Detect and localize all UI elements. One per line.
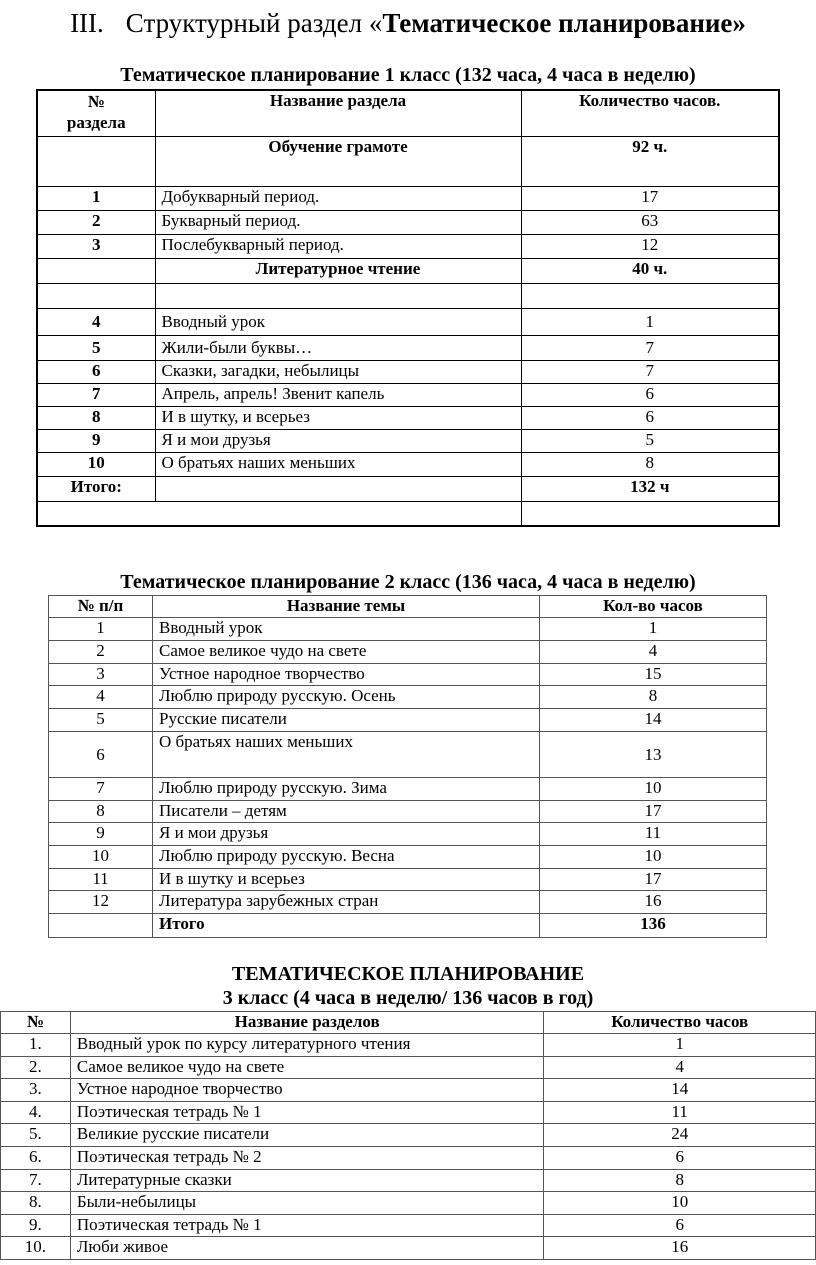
table-row [49,869,767,891]
row-num: 6 [49,732,153,778]
row-num: 4. [1,1102,71,1124]
table-row [37,234,779,258]
row-name: Устное народное творчество [153,664,540,686]
table1-cell-empty [155,476,521,501]
row-name: Апрель, апрель! Звенит капель [155,383,521,406]
table-row [1,1215,816,1237]
table-row [1,1102,816,1124]
row-num: 12 [49,891,153,914]
row-num: 8 [37,406,155,429]
row-num: 1 [37,186,155,210]
table-row [49,846,767,869]
row-hours: 6 [521,406,779,429]
table1-total-row [37,476,779,501]
table-row [37,335,779,360]
section-title [0,8,816,39]
row-name: И в шутку и всерьез [153,869,540,891]
row-name: Литературные сказки [70,1170,544,1192]
table1-cell-empty [37,136,155,186]
table1-group-row [37,258,779,283]
row-name: Поэтическая тетрадь № 1 [70,1102,544,1124]
row-num: 2 [49,641,153,664]
table2-total-row [49,914,767,938]
table-row [37,210,779,234]
table-row [1,1079,816,1102]
row-name: Послебукварный период. [155,234,521,258]
row-hours: 14 [544,1079,816,1102]
table-row [37,406,779,429]
table-row [37,360,779,383]
total-label: Итого [153,914,540,938]
table2-header-name: Название темы [153,596,540,618]
table-row [49,801,767,823]
row-name: Добукварный период. [155,186,521,210]
table-row [37,452,779,476]
row-name: О братьях наших меньших [155,452,521,476]
row-num: 3 [37,234,155,258]
row-num: 8. [1,1192,71,1215]
table1-header-row [37,90,779,136]
row-num: 11 [49,869,153,891]
row-name: Сказки, загадки, небылицы [155,360,521,383]
table-row [1,1147,816,1170]
table2-header-row [49,596,767,618]
row-name: Я и мои друзья [153,823,540,846]
table1-group-hours: 40 ч. [521,258,779,283]
section-numeral: III. [70,8,104,38]
row-num: 4 [49,686,153,709]
table-row [49,709,767,732]
row-name: Вводный урок [153,618,540,641]
row-name: Вводный урок [155,308,521,335]
table1-cell-empty [37,258,155,283]
row-name: Литература зарубежных стран [153,891,540,914]
row-hours: 6 [544,1215,816,1237]
row-name: И в шутку, и всерьез [155,406,521,429]
row-hours: 15 [540,664,767,686]
row-num: 1 [49,618,153,641]
row-hours: 17 [540,869,767,891]
table1-empty-row [37,501,779,526]
section-prefix: Структурный раздел « [125,8,383,38]
row-num: 9 [49,823,153,846]
table-row [37,383,779,406]
row-hours: 13 [540,732,767,778]
total-hours: 132 ч [521,476,779,501]
table1-cell-empty [37,283,155,308]
table3-header-num: № [1,1012,71,1034]
table-row [1,1170,816,1192]
table1-group-hours: 92 ч. [521,136,779,186]
table3-caption-line2: 3 класс (4 часа в неделю/ 136 часов в год) [222,987,594,1009]
row-hours: 12 [521,234,779,258]
row-hours: 7 [521,335,779,360]
table-row [49,732,767,778]
table-row [37,308,779,335]
row-num: 3 [49,664,153,686]
table2-header-num: № п/п [49,596,153,618]
row-hours: 10 [540,778,767,801]
row-hours: 14 [540,709,767,732]
row-name: Люблю природу русскую. Осень [153,686,540,709]
row-num: 8 [49,801,153,823]
row-hours: 17 [540,801,767,823]
table1-group-title: Литературное чтение [155,258,521,283]
row-name: Устное народное творчество [70,1079,544,1102]
row-name: Люби живое [70,1237,544,1260]
row-num: 7. [1,1170,71,1192]
table3-header-row [1,1012,816,1034]
table1 [36,89,780,527]
row-num: 2 [37,210,155,234]
table1-header-name: Название раздела [155,90,521,136]
row-name: Поэтическая тетрадь № 1 [70,1215,544,1237]
row-num: 9 [37,429,155,452]
table-row [1,1057,816,1079]
row-hours: 10 [540,846,767,869]
table1-header-hours: Количество часов. [521,90,779,136]
row-name: Великие русские писатели [70,1124,544,1147]
table-row [49,891,767,914]
table-row [49,778,767,801]
row-hours: 6 [544,1147,816,1170]
row-name: Самое великое чудо на свете [153,641,540,664]
section-bold-title: Тематическое планирование» [382,8,746,38]
row-hours: 5 [521,429,779,452]
row-hours: 11 [540,823,767,846]
row-num: 3. [1,1079,71,1102]
row-hours: 6 [521,383,779,406]
row-hours: 4 [540,641,767,664]
table3 [0,1011,816,1260]
row-hours: 63 [521,210,779,234]
table1-group-title: Обучение грамоте [155,136,521,186]
table2-cell-empty [49,914,153,938]
row-hours: 17 [521,186,779,210]
row-name: Я и мои друзья [155,429,521,452]
row-hours: 4 [544,1057,816,1079]
table1-header-num: № раздела [37,90,155,136]
row-hours: 11 [544,1102,816,1124]
row-hours: 8 [540,686,767,709]
row-num: 10 [37,452,155,476]
row-num: 6 [37,360,155,383]
row-name: Букварный период. [155,210,521,234]
table1-caption: Тематическое планирование 1 класс (132 часа, 4 часа в неделю) [120,64,696,86]
row-name: Были-небылицы [70,1192,544,1215]
table-row [49,664,767,686]
row-name: Люблю природу русскую. Весна [153,846,540,869]
row-num: 1. [1,1034,71,1057]
table-row [49,641,767,664]
table1-cell-empty [521,283,779,308]
row-hours: 1 [521,308,779,335]
row-hours: 7 [521,360,779,383]
row-hours: 16 [544,1237,816,1260]
row-name: Русские писатели [153,709,540,732]
row-name: О братьях наших меньших [153,732,540,778]
table2 [48,595,767,938]
row-hours: 10 [544,1192,816,1215]
row-hours: 1 [544,1034,816,1057]
row-num: 5 [37,335,155,360]
row-name: Самое великое чудо на свете [70,1057,544,1079]
table-row [1,1124,816,1147]
table1-cell-empty [521,501,779,526]
row-num: 2. [1,1057,71,1079]
table-row [1,1034,816,1057]
table1-cell-empty [155,283,521,308]
table-row [37,186,779,210]
row-num: 9. [1,1215,71,1237]
table-row [1,1237,816,1260]
row-num: 7 [37,383,155,406]
row-num: 10 [49,846,153,869]
row-num: 5. [1,1124,71,1147]
row-name: Люблю природу русскую. Зима [153,778,540,801]
row-hours: 8 [521,452,779,476]
table-row [49,686,767,709]
row-num: 6. [1,1147,71,1170]
table3-header-hours: Количество часов [544,1012,816,1034]
row-num: 10. [1,1237,71,1260]
row-hours: 1 [540,618,767,641]
row-num: 4 [37,308,155,335]
total-label: Итого: [37,476,155,501]
row-hours: 16 [540,891,767,914]
table3-header-name: Название разделов [70,1012,544,1034]
table-row [1,1192,816,1215]
row-name: Жили-были буквы… [155,335,521,360]
total-hours: 136 [540,914,767,938]
row-num: 7 [49,778,153,801]
table-row [37,429,779,452]
table1-empty-row [37,283,779,308]
row-name: Писатели – детям [153,801,540,823]
table-row [49,618,767,641]
table2-header-hours: Кол-во часов [540,596,767,618]
row-name: Вводный урок по курсу литературного чтения [70,1034,544,1057]
table3-caption-line1: ТЕМАТИЧЕСКОЕ ПЛАНИРОВАНИЕ [231,963,585,985]
row-num: 5 [49,709,153,732]
row-hours: 8 [544,1170,816,1192]
table-row [49,823,767,846]
table1-cell-empty [37,501,521,526]
row-hours: 24 [544,1124,816,1147]
table1-group-row [37,136,779,186]
table2-caption: Тематическое планирование 2 класс (136 часа, 4 часа в неделю) [120,571,696,593]
row-name: Поэтическая тетрадь № 2 [70,1147,544,1170]
